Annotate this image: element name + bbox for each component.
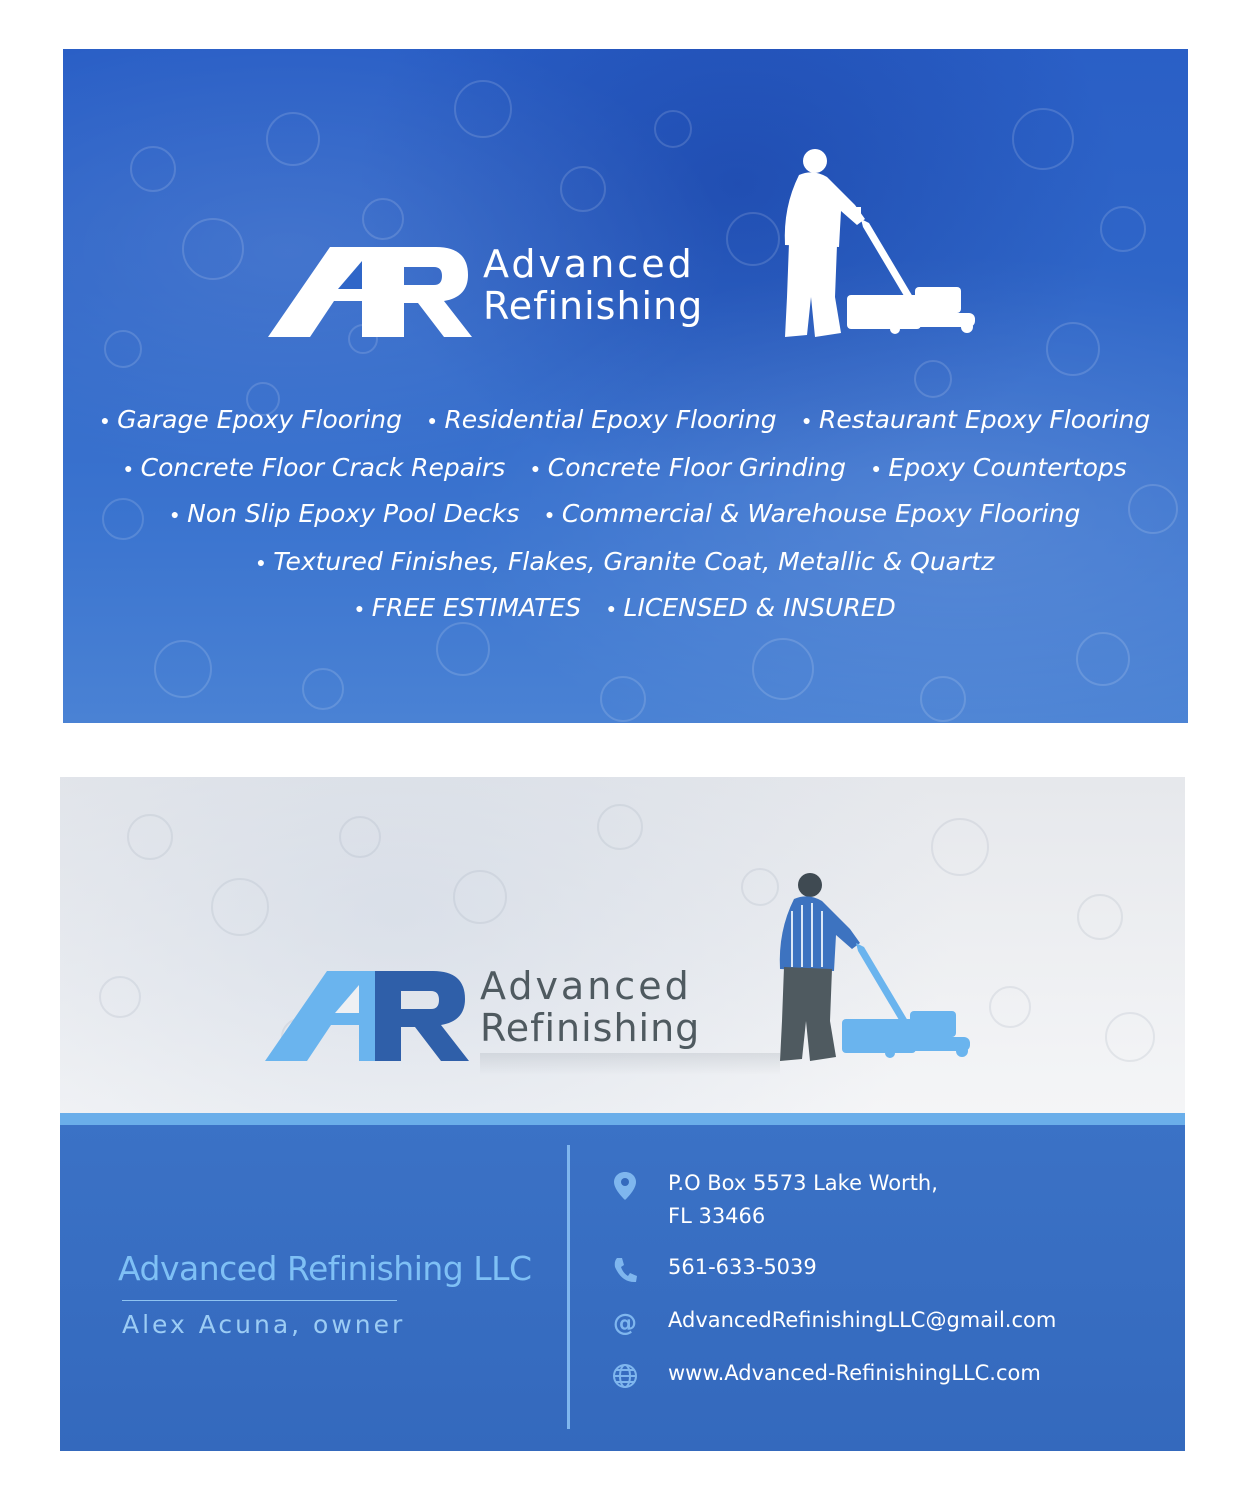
globe-icon [612,1361,638,1391]
vertical-divider [567,1145,570,1429]
ar-monogram-icon [268,239,478,339]
website-url[interactable]: www.Advanced-RefinishingLLC.com [668,1361,1041,1385]
logo-line-advanced: Advanced [480,964,692,1008]
front-logo-wordmark [483,242,704,328]
logo-line-advanced: Advanced [483,242,695,286]
service-item: ● FREE ESTIMATES [355,593,581,622]
logo-line-refinishing: Refinishing [480,1006,701,1050]
at-icon [612,1308,638,1338]
services-row [63,593,1188,622]
service-item: ● Residential Epoxy Flooring [428,405,777,434]
accent-stripe [60,1113,1185,1125]
business-card-back [60,777,1185,1451]
business-card-front [63,49,1188,723]
address-line-1: P.O Box 5573 Lake Worth, [668,1171,938,1195]
back-logo [265,963,785,1073]
front-logo [268,239,788,349]
contact-address [612,1167,1172,1237]
contact-phone [612,1251,1172,1285]
ar-monogram-icon [265,963,475,1063]
name-underline [122,1300,397,1301]
contact-email [612,1304,1172,1338]
worker-with-floor-grinder-icon [745,147,985,347]
worker-with-floor-grinder-icon [740,871,980,1071]
service-item: ● Concrete Floor Grinding [531,453,846,482]
service-item: ● Textured Finishes, Flakes, Granite Coat, Metallic & Quartz [257,547,994,576]
contact-website [612,1357,1172,1391]
service-item: ● Garage Epoxy Flooring [101,405,402,434]
services-row [63,453,1188,482]
phone-number[interactable]: 561-633-5039 [668,1255,817,1279]
logo-line-refinishing: Refinishing [483,284,704,328]
back-logo-wordmark [480,964,701,1050]
phone-icon [612,1255,638,1285]
service-item: ● Commercial & Warehouse Epoxy Flooring [545,499,1080,528]
owner-name: Alex Acuna, owner [122,1310,406,1339]
email-address[interactable]: AdvancedRefinishingLLC@gmail.com [668,1308,1057,1332]
service-item: ● Concrete Floor Crack Repairs [124,453,505,482]
service-item: ● Epoxy Countertops [872,453,1127,482]
company-name: Advanced Refinishing LLC [118,1249,532,1288]
services-row [63,405,1188,434]
location-pin-icon [612,1171,638,1201]
service-item: ● Restaurant Epoxy Flooring [803,405,1151,434]
services-row [63,547,1188,576]
services-row [63,499,1188,528]
address-line-2: FL 33466 [668,1204,766,1228]
logo-reflection [480,1053,780,1075]
svg-text:@: @ [613,1309,637,1337]
service-item: ● LICENSED & INSURED [607,593,896,622]
service-item: ● Non Slip Epoxy Pool Decks [171,499,520,528]
